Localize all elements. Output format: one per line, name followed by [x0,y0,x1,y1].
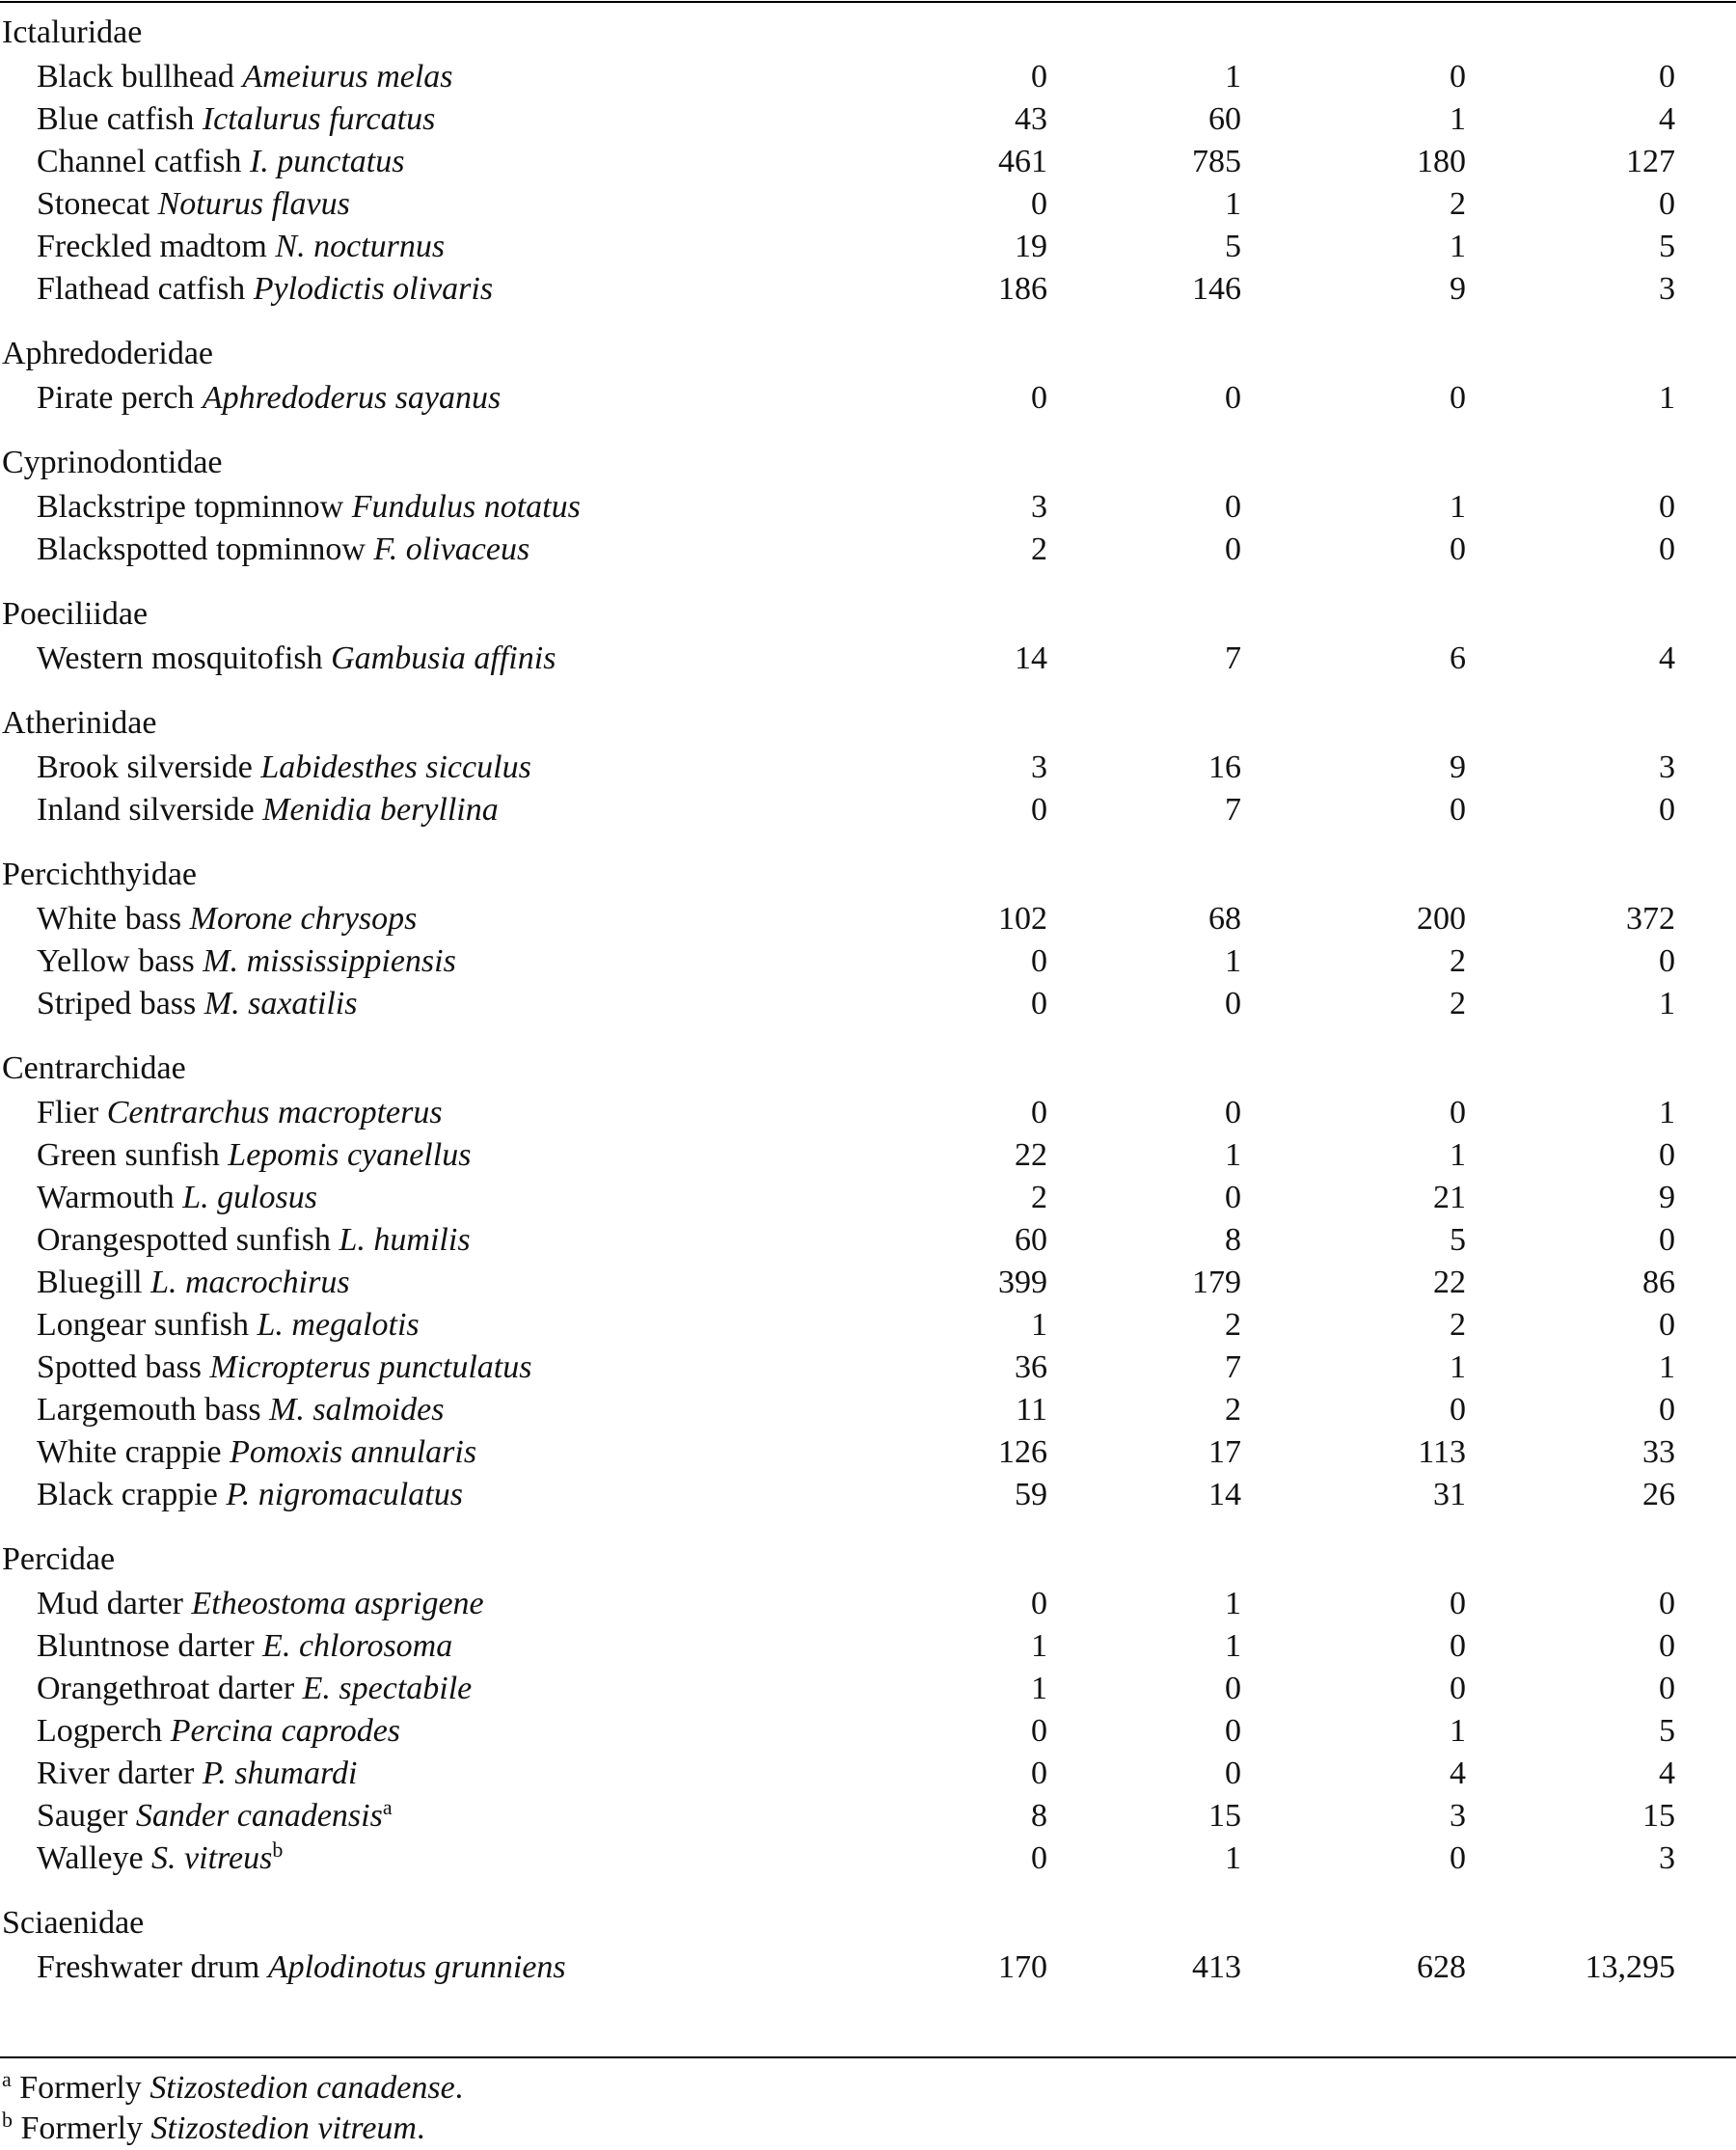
table-row [0,747,1736,789]
count-cell: 0 [1659,792,1675,828]
count-cell: 0 [1659,1671,1675,1706]
table-row [0,983,1736,1025]
count-cell: 1 [1225,1840,1241,1876]
count-cell: 0 [1031,59,1047,95]
count-cell: 4 [1659,101,1675,137]
table-row [0,940,1736,983]
count-cell: 1 [1450,229,1466,264]
count-cell: 0 [1450,531,1466,567]
common-name: Freckled madtom [37,229,267,264]
species-name [37,1946,566,1989]
count-cell: 186 [998,271,1047,307]
scientific-name: Pomoxis annularis [230,1434,477,1470]
table-row [0,1134,1736,1177]
scientific-name: Labidesthes sicculus [260,749,531,785]
table-row [0,1304,1736,1347]
count-cell: 1 [1225,1137,1241,1173]
count-cell: 3 [1659,749,1675,785]
count-cell: 8 [1031,1798,1047,1834]
count-cell: 36 [1015,1349,1047,1385]
count-cell: 0 [1031,1755,1047,1791]
count-cell: 31 [1433,1477,1466,1512]
scientific-name: Gambusia affinis [331,640,556,676]
count-cell: 16 [1208,749,1241,785]
species-name [37,1625,452,1668]
count-cell: 7 [1225,792,1241,828]
footnote-end: . [416,2110,425,2146]
common-name: Channel catfish [37,144,242,179]
count-cell: 0 [1225,531,1241,567]
common-name: Flier [37,1095,99,1130]
scientific-name: Morone chrysops [189,901,418,937]
count-cell: 0 [1225,380,1241,416]
scientific-name: L. macrochirus [150,1265,350,1300]
count-cell: 0 [1450,1671,1466,1706]
table-row [0,1668,1736,1710]
scientific-name: Menidia beryllina [262,792,499,828]
footnote-text: Formerly [19,2070,142,2106]
common-name: River darter [37,1755,195,1791]
count-cell: 2 [1225,1392,1241,1428]
footnote-scientific-name: Stizostedion canadense [149,2070,455,2106]
common-name: Longear sunfish [37,1307,250,1343]
family-header: Atherinidae [2,705,157,741]
count-cell: 0 [1659,489,1675,525]
count-cell: 14 [1208,1477,1241,1512]
count-cell: 9 [1450,271,1466,307]
table-row [0,268,1736,311]
count-cell: 102 [998,901,1047,937]
count-cell: 0 [1031,792,1047,828]
count-cell: 1 [1659,986,1675,1021]
count-cell: 0 [1450,59,1466,95]
family-spacer [0,1516,1736,1537]
species-name [37,1389,444,1431]
footnote-mark: b [272,1837,284,1862]
species-name [37,226,445,268]
table-row [0,1474,1736,1516]
count-cell: 372 [1626,901,1675,937]
count-cell: 1 [1225,1586,1241,1621]
table-row [0,141,1736,183]
species-name [37,898,417,940]
family-spacer [0,831,1736,852]
table-row [0,638,1736,680]
count-cell: 0 [1031,380,1047,416]
table-row [0,56,1736,98]
count-cell: 9 [1659,1180,1675,1215]
count-cell: 0 [1450,1392,1466,1428]
species-name [37,1795,393,1837]
scientific-name: E. spectabile [302,1671,473,1706]
common-name: Green sunfish [37,1137,220,1173]
table-row [0,1583,1736,1625]
scientific-name: Ameiurus melas [242,59,453,95]
count-cell: 11 [1016,1392,1047,1428]
scientific-name: E. chlorosoma [262,1628,453,1664]
count-cell: 0 [1450,1628,1466,1664]
scientific-name: P. nigromaculatus [226,1477,463,1512]
species-name [37,529,529,571]
table-row [0,377,1736,420]
count-cell: 1 [1225,59,1241,95]
count-cell: 0 [1450,380,1466,416]
scientific-name: Lepomis cyanellus [228,1137,472,1173]
family-header: Aphredoderidae [2,336,214,371]
count-cell: 179 [1192,1265,1241,1300]
table-row [0,1753,1736,1795]
top-rule [0,1,1736,3]
scientific-name: M. saxatilis [203,986,358,1021]
scientific-name: L. humilis [339,1222,471,1258]
species-name [37,183,350,226]
count-cell: 0 [1225,986,1241,1021]
count-cell: 17 [1208,1434,1241,1470]
count-cell: 0 [1225,1713,1241,1749]
count-cell: 9 [1450,749,1466,785]
footnote-a [0,2068,1736,2109]
count-cell: 170 [998,1949,1047,1985]
scientific-name: M. mississippiensis [203,943,456,979]
family-header: Poeciliidae [2,596,149,632]
count-cell: 13,295 [1585,1949,1675,1985]
count-cell: 0 [1031,1840,1047,1876]
footnotes [0,2068,1736,2149]
count-cell: 0 [1225,489,1241,525]
table-row [0,898,1736,940]
table-row [0,1177,1736,1219]
footnote-mark: b [2,2108,13,2132]
common-name: Largemouth bass [37,1392,261,1428]
count-cell: 3 [1450,1798,1466,1834]
count-cell: 5 [1659,229,1675,264]
family-header: Centrarchidae [2,1050,186,1086]
family-spacer [0,571,1736,591]
count-cell: 113 [1418,1434,1466,1470]
footnote-mark: a [382,1795,393,1819]
common-name: Inland silverside [37,792,255,828]
scientific-name: N. nocturnus [275,229,446,264]
common-name: Orangethroat darter [37,1671,295,1706]
common-name: White crappie [37,1434,222,1470]
common-name: Mud darter [37,1586,184,1621]
count-cell: 2 [1450,186,1466,222]
species-name [37,983,357,1025]
count-cell: 1 [1225,186,1241,222]
count-cell: 1 [1031,1671,1047,1706]
species-table [0,10,1736,1989]
family-spacer [0,1880,1736,1900]
count-cell: 628 [1417,1949,1466,1985]
count-cell: 461 [998,144,1047,179]
species-name [37,940,456,983]
count-cell: 26 [1642,1477,1675,1512]
count-cell: 0 [1031,1713,1047,1749]
count-cell: 1 [1659,1095,1675,1130]
common-name: Logperch [37,1713,163,1749]
species-name [37,1668,472,1710]
count-cell: 3 [1659,271,1675,307]
family-header: Ictaluridae [2,14,143,50]
footnote-b [0,2109,1736,2149]
count-cell: 127 [1626,144,1675,179]
common-name: Yellow bass [37,943,195,979]
species-name [37,1177,317,1219]
count-cell: 0 [1659,1222,1675,1258]
count-cell: 0 [1031,1586,1047,1621]
common-name: Black crappie [37,1477,218,1512]
count-cell: 4 [1659,640,1675,676]
count-cell: 0 [1659,1586,1675,1621]
count-cell: 0 [1225,1755,1241,1791]
count-cell: 86 [1642,1265,1675,1300]
count-cell: 21 [1433,1180,1466,1215]
count-cell: 146 [1192,271,1241,307]
family-header: Percidae [2,1541,116,1577]
scientific-name: S. vitreus [151,1840,273,1876]
count-cell: 399 [998,1265,1047,1300]
table-row [0,1710,1736,1753]
footnote-mark: a [2,2067,12,2091]
count-cell: 1 [1031,1307,1047,1343]
footnote-end: . [454,2070,464,2106]
common-name: Blackspotted topminnow [37,531,366,567]
count-cell: 2 [1450,1307,1466,1343]
common-name: Western mosquitofish [37,640,323,676]
scientific-name: M. salmoides [269,1392,445,1428]
common-name: Brook silverside [37,749,253,785]
scientific-name: I. punctatus [249,144,405,179]
table-row [0,1946,1736,1989]
scientific-name: Centrarchus macropterus [106,1095,443,1130]
family-spacer [0,420,1736,440]
count-cell: 1 [1225,943,1241,979]
common-name: Stonecat [37,186,150,222]
count-cell: 22 [1433,1265,1466,1300]
count-cell: 0 [1225,1095,1241,1130]
count-cell: 33 [1642,1434,1675,1470]
count-cell: 0 [1031,186,1047,222]
common-name: Sauger [37,1798,128,1834]
scientific-name: Pylodictis olivaris [253,271,494,307]
table-row [0,183,1736,226]
common-name: Warmouth [37,1180,175,1215]
count-cell: 22 [1015,1137,1047,1173]
count-cell: 68 [1208,901,1241,937]
scientific-name: Etheostoma asprigene [191,1586,484,1621]
count-cell: 0 [1031,1095,1047,1130]
species-name [37,141,404,183]
count-cell: 0 [1659,59,1675,95]
count-cell: 180 [1417,144,1466,179]
species-name [37,1583,484,1625]
scientific-name: L. gulosus [182,1180,318,1215]
table-row [0,1219,1736,1262]
species-name [37,486,581,529]
count-cell: 1 [1450,489,1466,525]
footnote-scientific-name: Stizostedion vitreum [150,2110,417,2146]
count-cell: 0 [1450,1586,1466,1621]
species-name [37,1347,531,1389]
family-spacer [0,311,1736,331]
count-cell: 0 [1659,943,1675,979]
count-cell: 2 [1031,531,1047,567]
common-name: Striped bass [37,986,197,1021]
family-spacer [0,680,1736,700]
species-name [37,1134,471,1177]
common-name: Bluegill [37,1265,143,1300]
scientific-name: Fundulus notatus [351,489,581,525]
table-row [0,789,1736,831]
count-cell: 0 [1659,1628,1675,1664]
count-cell: 1 [1450,1349,1466,1385]
common-name: Freshwater drum [37,1949,260,1985]
species-name [37,1262,350,1304]
common-name: Orangespotted sunfish [37,1222,332,1258]
scientific-name: Sander canadensis [135,1798,383,1834]
count-cell: 0 [1031,943,1047,979]
species-name [37,1431,476,1474]
species-name [37,1753,357,1795]
scientific-name: Aplodinotus grunniens [267,1949,566,1985]
count-cell: 5 [1659,1713,1675,1749]
table-row [0,226,1736,268]
count-cell: 1 [1450,1137,1466,1173]
species-name [37,1474,463,1516]
count-cell: 4 [1659,1755,1675,1791]
bottom-rule [0,2056,1736,2058]
table-row [0,1625,1736,1668]
species-name [37,747,531,789]
common-name: Blue catfish [37,101,195,137]
count-cell: 5 [1225,229,1241,264]
table-row [0,1389,1736,1431]
species-name [37,98,435,141]
count-cell: 4 [1450,1755,1466,1791]
count-cell: 2 [1450,943,1466,979]
count-cell: 0 [1450,1840,1466,1876]
table-row [0,98,1736,141]
count-cell: 0 [1659,1307,1675,1343]
common-name: Walleye [37,1840,144,1876]
table-row [0,1795,1736,1837]
count-cell: 60 [1015,1222,1047,1258]
scientific-name: Noturus flavus [157,186,350,222]
count-cell: 200 [1417,901,1466,937]
species-name [37,789,499,831]
count-cell: 1 [1659,380,1675,416]
count-cell: 2 [1450,986,1466,1021]
count-cell: 0 [1225,1180,1241,1215]
count-cell: 5 [1450,1222,1466,1258]
scientific-name: Aphredoderus sayanus [202,380,502,416]
count-cell: 15 [1642,1798,1675,1834]
scientific-name: P. shumardi [202,1755,358,1791]
species-name [37,268,493,311]
count-cell: 7 [1225,1349,1241,1385]
scientific-name: F. olivaceus [373,531,530,567]
count-cell: 0 [1659,186,1675,222]
count-cell: 1 [1031,1628,1047,1664]
species-name [37,1219,471,1262]
footnote-text: Formerly [20,2110,144,2146]
table-row [0,1837,1736,1880]
table-row [0,1262,1736,1304]
count-cell: 1 [1659,1349,1675,1385]
count-cell: 3 [1031,489,1047,525]
count-cell: 59 [1015,1477,1047,1512]
count-cell: 8 [1225,1222,1241,1258]
scientific-name: Percina caprodes [170,1713,401,1749]
count-cell: 3 [1659,1840,1675,1876]
species-name [37,377,501,420]
count-cell: 413 [1192,1949,1241,1985]
family-spacer [0,1025,1736,1046]
table-row [0,486,1736,529]
family-header: Sciaenidae [2,1905,145,1941]
species-name [37,1092,443,1134]
common-name: Bluntnose darter [37,1628,255,1664]
scientific-name: L. megalotis [257,1307,420,1343]
common-name: Black bullhead [37,59,234,95]
count-cell: 0 [1225,1671,1241,1706]
table-row [0,1347,1736,1389]
species-name [37,1710,400,1753]
count-cell: 60 [1208,101,1241,137]
count-cell: 0 [1450,792,1466,828]
common-name: Flathead catfish [37,271,246,307]
count-cell: 1 [1450,1713,1466,1749]
count-cell: 0 [1031,986,1047,1021]
scientific-name: Micropterus punctulatus [209,1349,532,1385]
count-cell: 6 [1450,640,1466,676]
common-name: Pirate perch [37,380,195,416]
table-row [0,1431,1736,1474]
count-cell: 0 [1659,1137,1675,1173]
count-cell: 0 [1659,1392,1675,1428]
count-cell: 785 [1192,144,1241,179]
count-cell: 1 [1225,1628,1241,1664]
table-row [0,529,1736,571]
common-name: White bass [37,901,182,937]
species-name [37,56,453,98]
family-header: Percichthyidae [2,857,198,892]
count-cell: 19 [1015,229,1047,264]
species-name [37,1837,283,1880]
count-cell: 0 [1450,1095,1466,1130]
count-cell: 14 [1015,640,1047,676]
species-name [37,1304,420,1347]
count-cell: 2 [1225,1307,1241,1343]
count-cell: 1 [1450,101,1466,137]
common-name: Spotted bass [37,1349,202,1385]
scientific-name: Ictalurus furcatus [202,101,436,137]
count-cell: 0 [1659,531,1675,567]
species-name [37,638,556,680]
table-row [0,1092,1736,1134]
common-name: Blackstripe topminnow [37,489,344,525]
family-header: Cyprinodontidae [2,445,223,480]
count-cell: 126 [998,1434,1047,1470]
count-cell: 3 [1031,749,1047,785]
count-cell: 43 [1015,101,1047,137]
count-cell: 15 [1208,1798,1241,1834]
count-cell: 2 [1031,1180,1047,1215]
count-cell: 7 [1225,640,1241,676]
